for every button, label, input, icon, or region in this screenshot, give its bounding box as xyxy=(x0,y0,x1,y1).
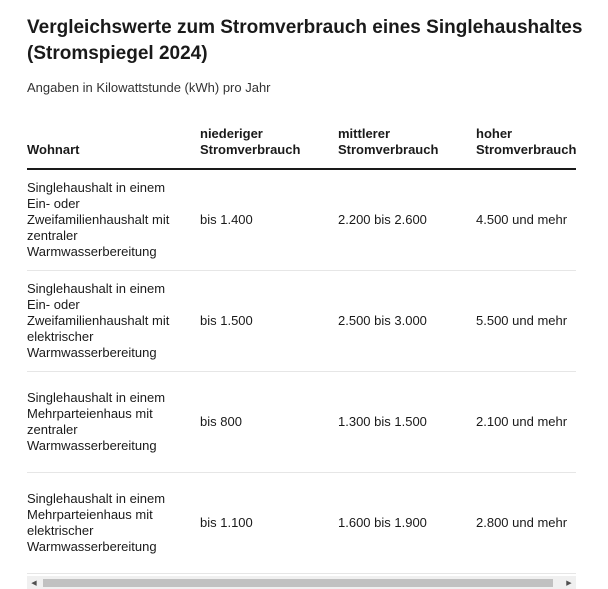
cell-hoch: 4.500 und mehr xyxy=(476,169,576,271)
cell-hoch: 5.500 und mehr xyxy=(476,271,576,372)
table-container[interactable] xyxy=(27,120,576,575)
cell-hoch: 2.100 und mehr xyxy=(476,372,576,473)
scrollbar-thumb[interactable] xyxy=(43,579,553,587)
consumption-table xyxy=(27,120,576,574)
cell-hoch: 2.800 und mehr xyxy=(476,473,576,574)
cell-mittel: 2.500 bis 3.000 xyxy=(338,271,476,372)
horizontal-scrollbar[interactable] xyxy=(27,576,576,589)
cell-wohnart: Singlehaushalt in einem Mehrparteienhaus mit elektrischer Warmwasserbereitung xyxy=(27,473,200,574)
cell-niedrig: bis 1.400 xyxy=(200,169,338,271)
column-header-niedrig: niederiger Stromverbrauch xyxy=(200,120,338,169)
cell-mittel: 1.300 bis 1.500 xyxy=(338,372,476,473)
cell-mittel: 2.200 bis 2.600 xyxy=(338,169,476,271)
column-header-hoch: hoher Stromverbrauch xyxy=(476,120,576,169)
cell-wohnart: Singlehaushalt in einem Ein- oder Zweifamilienhaushalt mit zentraler Warmwasserbereitung xyxy=(27,169,200,271)
table-row xyxy=(27,271,576,372)
arrow-right-icon[interactable]: ▶ xyxy=(566,579,572,587)
arrow-left-icon[interactable]: ◀ xyxy=(31,579,37,587)
subtitle: Angaben in Kilowattstunde (kWh) pro Jahr xyxy=(27,80,271,95)
cell-niedrig: bis 1.500 xyxy=(200,271,338,372)
table-row xyxy=(27,473,576,574)
cell-niedrig: bis 800 xyxy=(200,372,338,473)
table-row xyxy=(27,372,576,473)
cell-wohnart: Singlehaushalt in einem Mehrparteienhaus mit zentraler Warmwasserbereitung xyxy=(27,372,200,473)
cell-niedrig: bis 1.100 xyxy=(200,473,338,574)
cell-wohnart: Singlehaushalt in einem Ein- oder Zweifamilienhaushalt mit elektrischer Warmwasserbereitung xyxy=(27,271,200,372)
column-header-mittel: mittlerer Stromverbrauch xyxy=(338,120,476,169)
column-header-wohnart: Wohnart xyxy=(27,120,200,169)
page-title: Vergleichswerte zum Stromverbrauch eines Singlehaushaltes (Stromspiegel 2024) xyxy=(27,17,583,64)
table-row xyxy=(27,169,576,271)
cell-mittel: 1.600 bis 1.900 xyxy=(338,473,476,574)
table-header-row xyxy=(27,120,576,169)
